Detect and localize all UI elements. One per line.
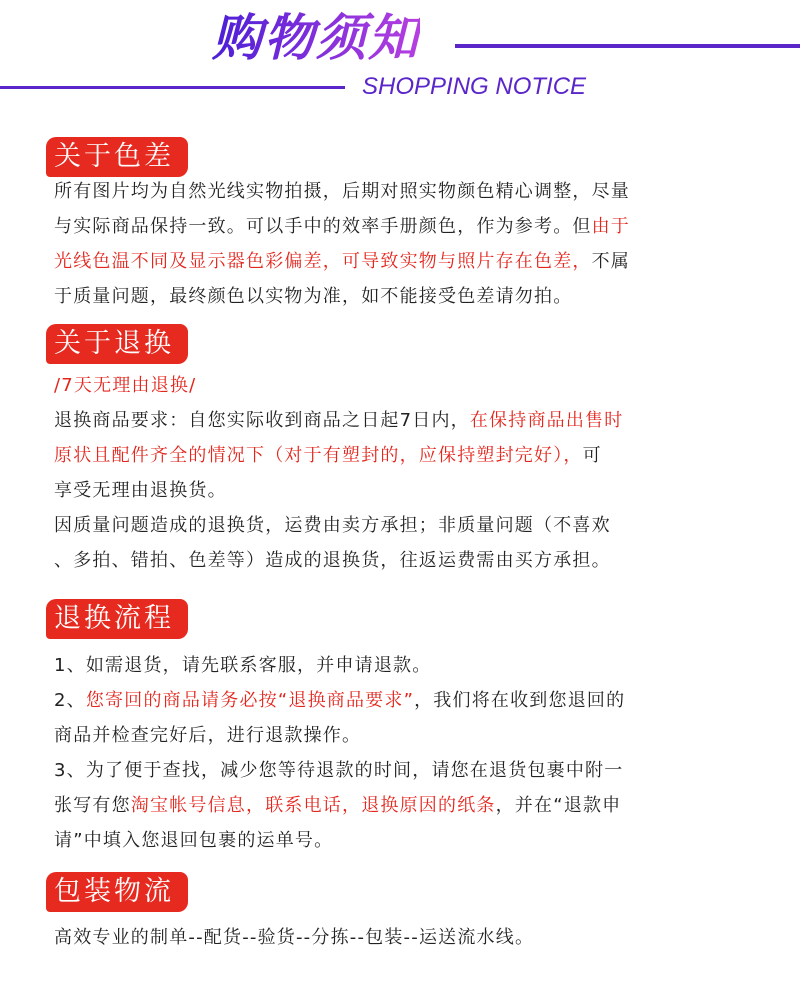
text-line: 退换商品要求：自您实际收到商品之日起7日内， [54, 410, 470, 431]
step-3: 3、为了便于查找，减少您等待退款的时间，请您在退货包裹中附一 [54, 760, 624, 781]
highlight-text: 光线色温不同及显示器色彩偏差，可导致实物与照片存在色差， [54, 251, 592, 272]
return-process-steps [54, 648, 754, 858]
text-line: 、多拍、错拍、色差等）造成的退换货，往返运费需由买方承担。 [54, 550, 611, 571]
text-line: 因质量问题造成的退换货，运费由卖方承担；非质量问题（不喜欢 [54, 515, 611, 536]
text-line: 享受无理由退换货。 [54, 480, 227, 501]
text-line: 请”中填入您退回包裹的运单号。 [54, 830, 334, 851]
step-2-prefix: 2、 [54, 690, 86, 711]
header-divider-right [455, 44, 800, 48]
text-line: 可 [582, 445, 602, 466]
returns-paragraph [54, 368, 754, 578]
section-title-logistics: 包装物流 [46, 872, 188, 912]
section-title-returns: 关于退换 [46, 324, 188, 364]
highlight-text: 在保持商品出售时 [469, 410, 624, 431]
highlight-text: 淘宝帐号信息，联系电话，退换原因的纸条 [130, 795, 496, 816]
text-line: 与实际商品保持一致。可以手中的效率手册颜色，作为参考。但 [54, 216, 592, 237]
text-line: 不属 [591, 251, 631, 272]
text-line: 商品并检查完好后，进行退款操作。 [54, 725, 362, 746]
text-line: 张写有您 [54, 795, 131, 816]
highlight-text: 由于 [591, 216, 631, 237]
text-line: ，并在“退款申 [495, 795, 622, 816]
color-difference-paragraph [54, 174, 754, 314]
section-title-color-difference: 关于色差 [46, 137, 188, 177]
text-line: 所有图片均为自然光线实物拍摄，后期对照实物颜色精心调整，尽量 [54, 181, 630, 202]
section-title-return-process: 退换流程 [46, 599, 188, 639]
text-line: ，我们将在收到您退回的 [414, 690, 626, 711]
step-1: 1、如需退货，请先联系客服，并申请退款。 [54, 655, 432, 676]
highlight-text: 原状且配件齐全的情况下（对于有塑封的，应保持塑封完好）， [54, 445, 583, 466]
highlight-text: 您寄回的商品请务必按“退换商品要求” [85, 690, 415, 711]
text-line: 高效专业的制单--配货--验货--分拣--包装--运送流水线。 [54, 927, 535, 948]
return-policy-tag: /7天无理由退换/ [54, 375, 197, 396]
page-title: 购物须知 [212, 6, 420, 70]
text-line: 于质量问题，最终颜色以实物为准，如不能接受色差请勿拍。 [54, 286, 573, 307]
page-header [0, 0, 800, 110]
logistics-paragraph [54, 920, 754, 955]
page-subtitle: SHOPPING NOTICE [362, 73, 587, 100]
header-divider-left [0, 86, 345, 89]
